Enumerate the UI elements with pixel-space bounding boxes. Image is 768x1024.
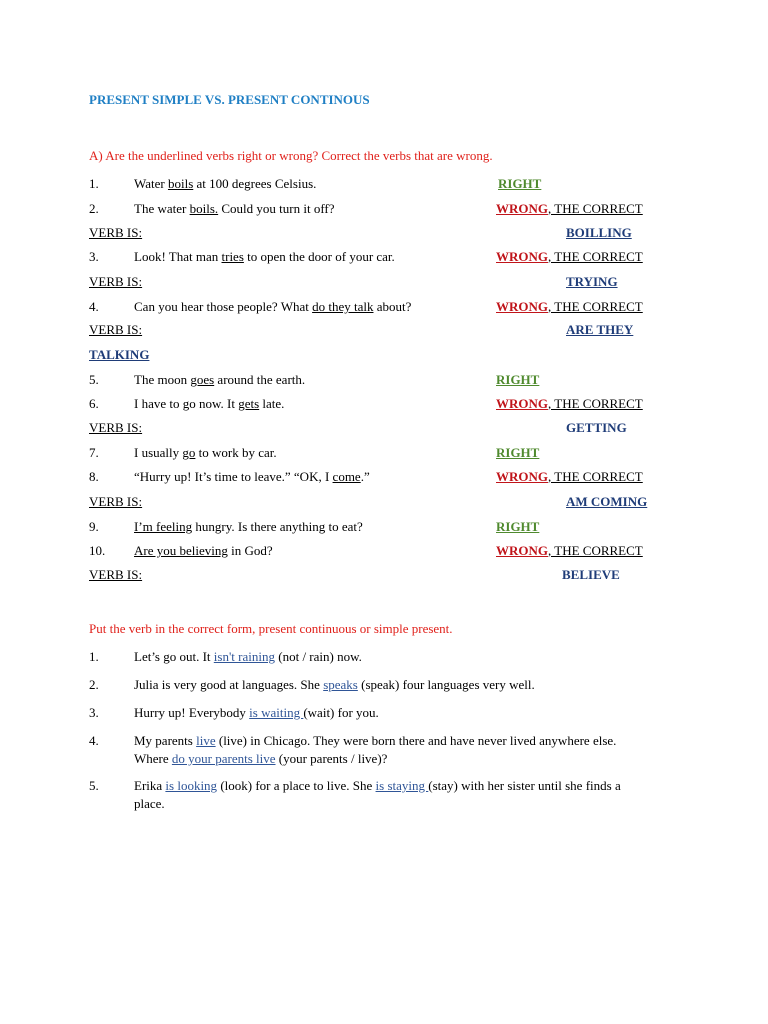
verb-is-label: VERB IS: (89, 322, 143, 337)
item-sentence: “Hurry up! It’s time to leave.” “OK, I come.” (134, 469, 370, 484)
status-wrong: WRONG, THE CORRECT (496, 299, 643, 314)
item-sentence: Can you hear those people? What do they talk about? (134, 299, 412, 314)
item-number: 1. (89, 649, 99, 664)
answer-verb: is waiting (249, 705, 304, 720)
item-sentence: The moon goes around the earth. (134, 372, 306, 387)
item-sentence: I have to go now. It gets late. (134, 396, 285, 411)
item-sentence: Look! That man tries to open the door of your car. (134, 249, 395, 264)
item-sentence: Erika is looking (look) for a place to live. She is staying (stay) with her sister until she finds a (134, 778, 621, 793)
item-number: 4. (89, 733, 99, 748)
underlined-verb: do they talk (312, 299, 374, 314)
corrected-verb: BELIEVE (562, 567, 620, 582)
item-number: 6. (89, 396, 99, 411)
status-right: RIGHT (496, 372, 540, 387)
item-number: 3. (89, 705, 99, 720)
item-sentence: I’m feeling hungry. Is there anything to eat? (134, 519, 363, 534)
verb-is-label: VERB IS: (89, 567, 143, 582)
item-sentence: The water boils. Could you turn it off? (134, 201, 335, 216)
underlined-verb: go (182, 445, 196, 460)
status-wrong: WRONG, THE CORRECT (496, 201, 643, 216)
underlined-verb: goes (190, 372, 215, 387)
item-sentence-line-2: place. (134, 796, 165, 811)
item-number: 5. (89, 372, 99, 387)
answer-verb: do your parents live (171, 751, 276, 766)
underlined-verb: tries (221, 249, 244, 264)
underlined-verb: boils (167, 176, 194, 191)
item-sentence: My parents live (live) in Chicago. They were born there and have never lived anywhere else. (134, 733, 617, 748)
item-sentence: Julia is very good at languages. She speaks (speak) four languages very well. (134, 677, 535, 692)
status-wrong: WRONG, THE CORRECT (496, 543, 643, 558)
status-right: RIGHT (496, 445, 540, 460)
item-number: 2. (89, 201, 99, 216)
status-wrong: WRONG, THE CORRECT (496, 249, 643, 264)
item-number: 3. (89, 249, 99, 264)
verb-is-label: VERB IS: (89, 274, 143, 289)
underlined-verb: I’m feeling (134, 519, 193, 534)
corrected-verb: AM COMING (566, 494, 648, 509)
status-right: RIGHT (498, 176, 542, 191)
underlined-verb: boils. (189, 201, 219, 216)
item-sentence: Are you believing in God? (134, 543, 273, 558)
verb-is-label: VERB IS: (89, 420, 143, 435)
answer-verb: is looking (165, 778, 218, 793)
corrected-verb: BOILLING (566, 225, 632, 240)
corrected-verb: GETTING (566, 420, 627, 435)
item-sentence: Let’s go out. It isn't raining (not / rain) now. (134, 649, 362, 664)
corrected-verb-continued: TALKING (89, 347, 150, 362)
item-sentence: I usually go to work by car. (134, 445, 277, 460)
item-sentence: Hurry up! Everybody is waiting (wait) for you. (134, 705, 379, 720)
answer-verb: speaks (323, 677, 358, 692)
underlined-verb: gets (238, 396, 260, 411)
item-number: 8. (89, 469, 99, 484)
answer-verb: live (196, 733, 216, 748)
answer-verb-2: is staying (375, 778, 429, 793)
item-number: 5. (89, 778, 99, 793)
verb-is-label: VERB IS: (89, 494, 143, 509)
page-title: PRESENT SIMPLE VS. PRESENT CONTINOUS (89, 92, 370, 107)
verb-is-label: VERB IS: (89, 225, 143, 240)
item-sentence-line-2: Where do your parents live (your parents / live)? (134, 751, 388, 766)
item-number: 2. (89, 677, 99, 692)
item-number: 9. (89, 519, 99, 534)
corrected-verb: ARE THEY (566, 322, 634, 337)
item-number: 7. (89, 445, 99, 460)
status-wrong: WRONG, THE CORRECT (496, 396, 643, 411)
item-number: 1. (89, 176, 99, 191)
item-sentence: Water boils at 100 degrees Celsius. (134, 176, 317, 191)
corrected-verb: TRYING (566, 274, 618, 289)
status-wrong: WRONG, THE CORRECT (496, 469, 643, 484)
section-a-instruction: A) Are the underlined verbs right or wrong? Correct the verbs that are wrong. (89, 148, 493, 163)
item-number: 10. (89, 543, 106, 558)
answer-verb: isn't raining (213, 649, 275, 664)
item-number: 4. (89, 299, 99, 314)
underlined-verb: Are you believing (134, 543, 228, 558)
section-b-instruction: Put the verb in the correct form, present continuous or simple present. (89, 621, 453, 636)
status-right: RIGHT (496, 519, 540, 534)
underlined-verb: come (332, 469, 361, 484)
